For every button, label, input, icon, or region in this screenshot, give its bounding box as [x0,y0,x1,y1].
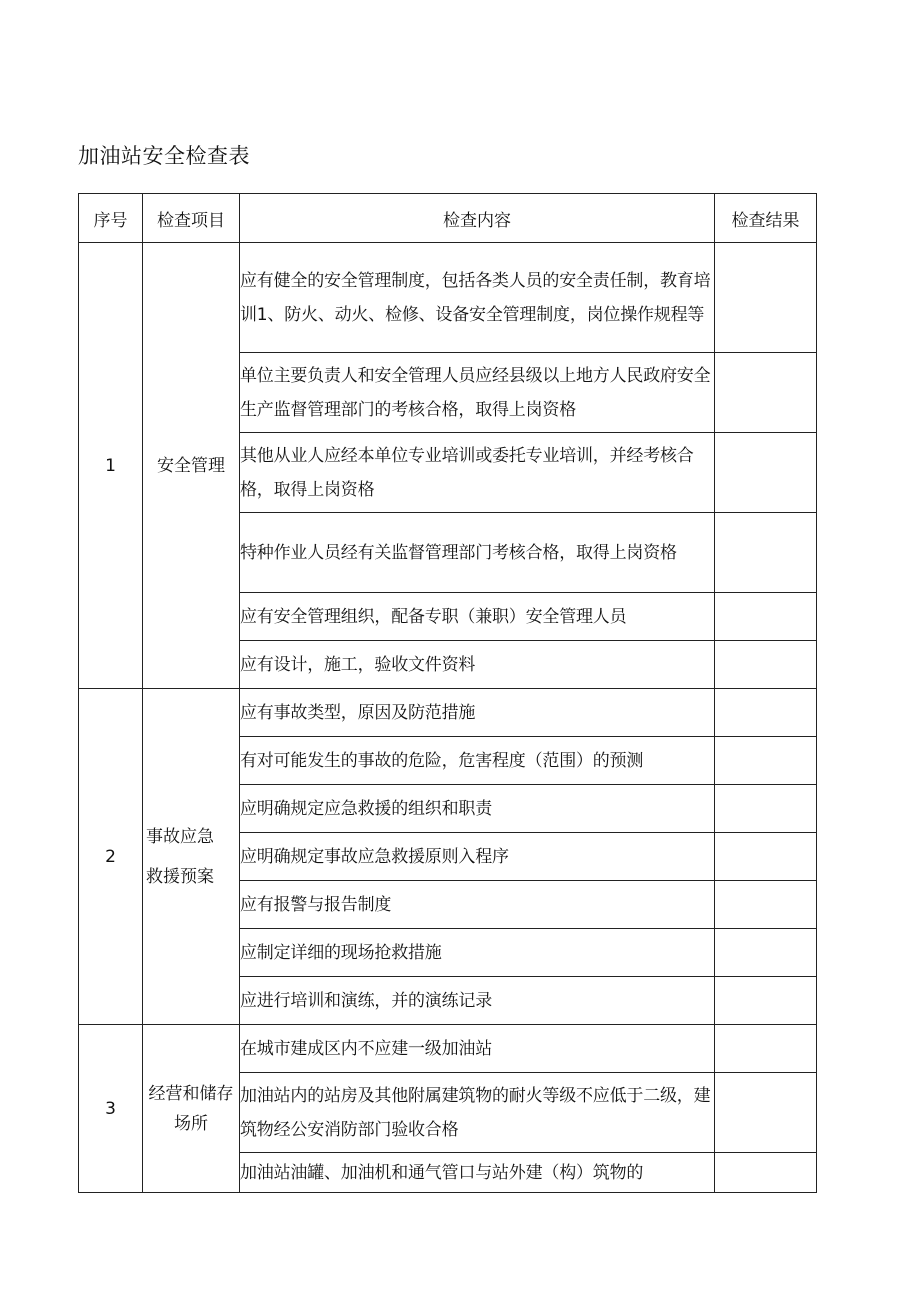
check-content: 应制定详细的现场抢救措施 [240,929,715,977]
check-result-cell[interactable] [715,785,817,833]
check-result-cell[interactable] [715,1153,817,1193]
check-result-cell[interactable] [715,881,817,929]
check-content: 有对可能发生的事故的危险，危害程度（范围）的预测 [240,737,715,785]
check-content: 应进行培训和演练，并的演练记录 [240,977,715,1025]
group-item-label: 经营和储存场所 [148,1083,234,1134]
check-result-cell[interactable] [715,833,817,881]
check-content: 其他从业人应经本单位专业培训或委托专业培训，并经考核合格，取得上岗资格 [240,433,715,513]
check-content: 在城市建成区内不应建一级加油站 [240,1025,715,1073]
check-result-cell[interactable] [715,593,817,641]
table-row [79,689,817,737]
group-seq: 3 [79,1025,143,1193]
check-content: 应明确规定事故应急救援原则入程序 [240,833,715,881]
table-header-row [79,194,817,243]
check-result-cell[interactable] [715,433,817,513]
check-content: 应有安全管理组织，配备专职（兼职）安全管理人员 [240,593,715,641]
table-row [79,1025,817,1073]
check-result-cell[interactable] [715,1025,817,1073]
group-item-label: 事故应急救援预案 [146,826,214,887]
check-content: 单位主要负责人和安全管理人员应经县级以上地方人民政府安全生产监督管理部门的考核合格，取得上岗资格 [240,353,715,433]
group-item [143,1025,240,1193]
check-result-cell[interactable] [715,689,817,737]
table-row [79,243,817,353]
document-title: 加油站安全检查表 [78,144,250,168]
check-content: 加油站内的站房及其他附属建筑物的耐火等级不应低于二级，建筑物经公安消防部门验收合格 [240,1073,715,1153]
check-result-cell[interactable] [715,737,817,785]
check-content: 应有设计，施工，验收文件资料 [240,641,715,689]
header-item: 检查项目 [143,194,240,243]
check-result-cell[interactable] [715,641,817,689]
check-result-cell[interactable] [715,977,817,1025]
safety-check-table [78,193,817,1193]
group-item [143,689,240,1025]
check-content: 应有事故类型，原因及防范措施 [240,689,715,737]
check-content: 应有报警与报告制度 [240,881,715,929]
check-result-cell[interactable] [715,1073,817,1153]
group-seq: 2 [79,689,143,1025]
check-content: 应有健全的安全管理制度，包括各类人员的安全责任制，教育培训1、防火、动火、检修、设备安全管理制度，岗位操作规程等 [240,243,715,353]
group-seq: 1 [79,243,143,689]
group-item: 安全管理 [143,243,240,689]
header-content: 检查内容 [240,194,715,243]
check-result-cell[interactable] [715,243,817,353]
check-content: 加油站油罐、加油机和通气管口与站外建（构）筑物的 [240,1153,715,1193]
header-seq: 序号 [79,194,143,243]
check-content: 应明确规定应急救援的组织和职责 [240,785,715,833]
check-result-cell[interactable] [715,929,817,977]
check-result-cell[interactable] [715,513,817,593]
header-result: 检查结果 [715,194,817,243]
check-content: 特种作业人员经有关监督管理部门考核合格，取得上岗资格 [240,513,715,593]
check-result-cell[interactable] [715,353,817,433]
